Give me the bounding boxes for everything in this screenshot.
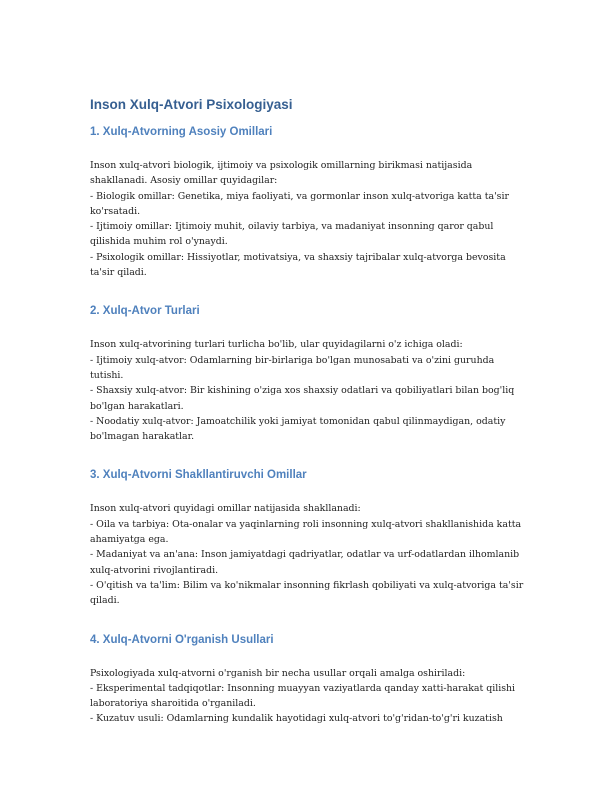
- paragraph-line: Psixologiyada xulq-atvorni o'rganish bir necha usullar orqali amalga oshiriladi:: [90, 667, 466, 679]
- section-body: [90, 337, 526, 444]
- paragraph-line: Inson xulq-atvori biologik, ijtimoiy va psixologik omillarning birikmasi natijasida: [90, 160, 473, 171]
- paragraph-line: Inson xulq-atvori quyidagi omillar natijasida shakllanadi:: [90, 503, 361, 515]
- paragraph-line: - O'qitish va ta'lim: Bilim va ko'nikmalar insonning fikrlash qobiliyati va xulq-atvoriga ta'sir: [90, 579, 524, 591]
- paragraph-line: Inson xulq-atvorining turlari turlicha bo'lib, ular quyidagilarni o'z ichiga oladi:: [90, 339, 463, 351]
- document-content: [90, 96, 526, 727]
- section-body: [90, 501, 526, 608]
- paragraph-line: - Eksperimental tadqiqotlar: Insonning muayyan vaziyatlarda qanday xatti-harakat qilishi: [90, 682, 516, 694]
- section-heading: 3. Xulq-Atvorni Shakllantiruvchi Omillar: [90, 469, 307, 482]
- paragraph-line: - Oila va tarbiya: Ota-onalar va yaqinlarning roli insonning xulq-atvori shakllanishida katta: [90, 518, 522, 530]
- paragraph-line: - Madaniyat va an'ana: Inson jamiyatdagi qadriyatlar, odatlar va urf-odatlardan ilhomlanib: [90, 549, 520, 561]
- paragraph-line: bo'lgan harakatlari.: [90, 400, 184, 412]
- paragraph-line: qiladi.: [90, 595, 120, 607]
- paragraph-line: ahamiyatga ega.: [90, 534, 169, 546]
- paragraph-line: bo'lmagan harakatlar.: [90, 431, 195, 443]
- paragraph-line: - Ijtimoiy xulq-atvor: Odamlarning bir-birlariga bo'lgan munosabati va o'zini guruhda: [90, 354, 495, 366]
- paragraph-line: ta'sir qiladi.: [90, 267, 147, 279]
- paragraph-line: - Shaxsiy xulq-atvor: Bir kishining o'ziga xos shaxsiy odatlari va qobiliyatlari bilan bog'liq: [90, 385, 515, 397]
- section-heading: 1. Xulq-Atvorning Asosiy Omillari: [90, 126, 273, 138]
- paragraph-line: shakllanadi. Asosiy omillar quyidagilar:: [90, 175, 278, 187]
- paragraph-line: - Psixologik omillar: Hissiyotlar, motivatsiya, va shaxsiy tajribalar xulq-atvorga bevosita: [90, 251, 506, 263]
- document-title: Inson Xulq-Atvori Psixologiyasi: [90, 97, 293, 112]
- paragraph-line: xulq-atvorini rivojlantiradi.: [90, 564, 219, 576]
- section-heading: 4. Xulq-Atvorni O'rganish Usullari: [90, 633, 274, 646]
- section-body: [90, 666, 526, 727]
- paragraph-line: - Biologik omillar: Genetika, miya faoliyati, va gormonlar inson xulq-atvoriga katta ta'sir: [90, 190, 509, 202]
- section-body: [90, 158, 526, 280]
- paragraph-line: tutishi.: [90, 369, 124, 381]
- paragraph-line: - Noodatiy xulq-atvor: Jamoatchilik yoki jamiyat tomonidan qabul qilinmaydigan, odatiy: [90, 415, 506, 427]
- section-heading: 2. Xulq-Atvor Turlari: [90, 305, 200, 318]
- paragraph-line: - Kuzatuv usuli: Odamlarning kundalik hayotidagi xulq-atvori to'g'ridan-to'g'ri kuzatish: [90, 713, 503, 725]
- paragraph-line: - Ijtimoiy omillar: Ijtimoiy muhit, oilaviy tarbiya, va madaniyat insonning qaror qabul: [90, 221, 494, 233]
- paragraph-line: ko'rsatadi.: [90, 205, 141, 217]
- paragraph-line: qilishida muhim rol o'ynaydi.: [90, 236, 228, 248]
- paragraph-line: laboratoriya sharoitida o'rganiladi.: [90, 698, 256, 710]
